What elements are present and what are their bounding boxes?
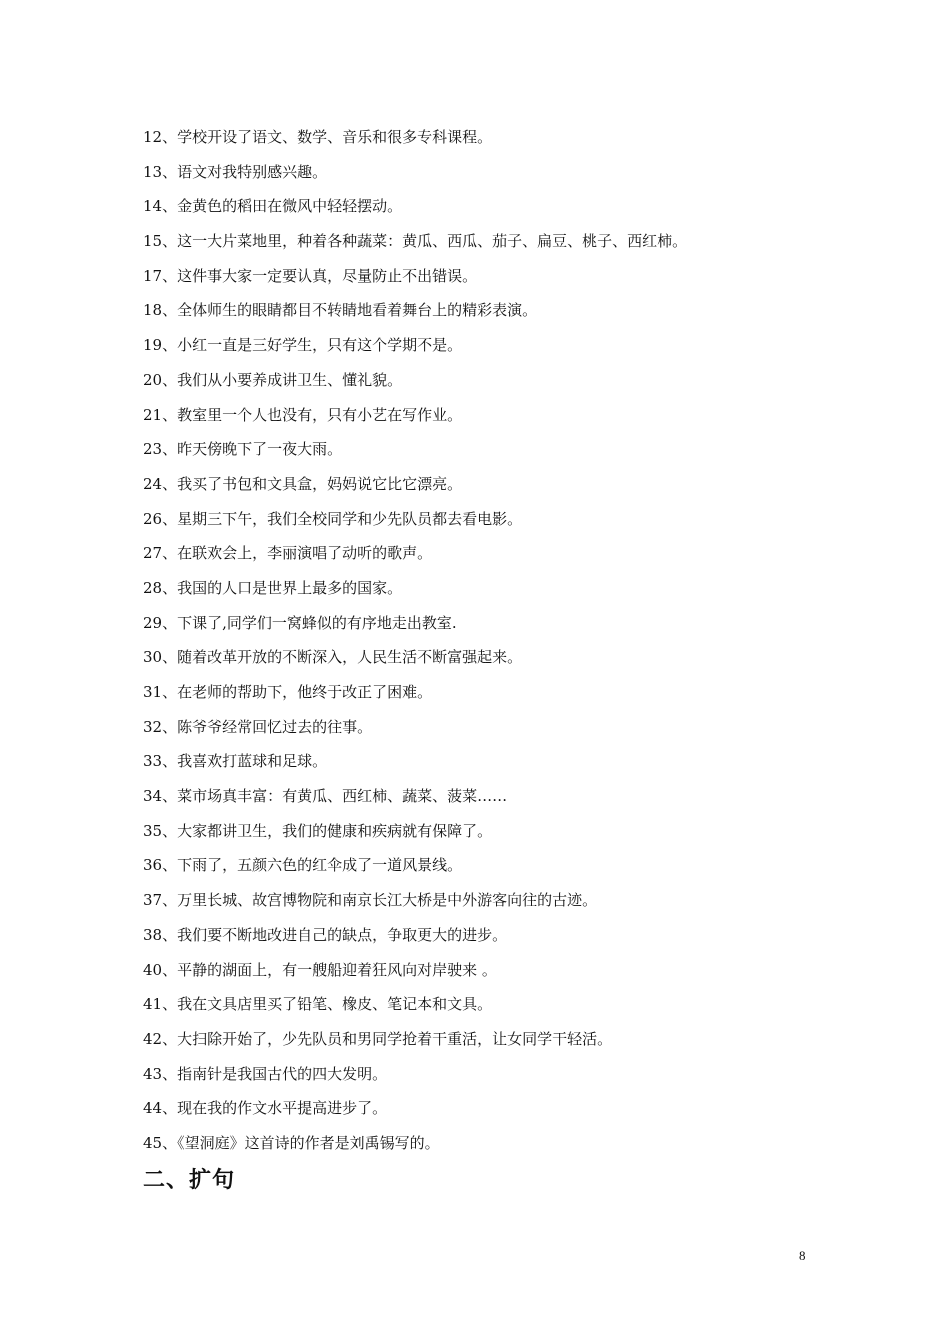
list-item: 21、教室里一个人也没有，只有小艺在写作业。 xyxy=(143,405,463,424)
list-item: 40、平静的湖面上，有一艘船迎着狂风向对岸驶来 。 xyxy=(143,960,497,979)
list-item: 27、在联欢会上，李丽演唱了动听的歌声。 xyxy=(143,544,433,563)
list-item: 44、现在我的作文水平提高进步了。 xyxy=(143,1099,388,1118)
list-item: 28、我国的人口是世界上最多的国家。 xyxy=(143,578,403,597)
list-item: 33、我喜欢打蓝球和足球。 xyxy=(143,752,328,771)
list-item: 13、语文对我特别感兴趣。 xyxy=(143,162,328,181)
sentence-list xyxy=(143,124,687,1165)
list-item: 17、这件事大家一定要认真，尽量防止不出错误。 xyxy=(143,266,478,285)
section-heading: 二、扩句 xyxy=(143,1167,236,1193)
list-item: 35、大家都讲卫生，我们的健康和疾病就有保障了。 xyxy=(143,821,493,840)
list-item: 26、星期三下午，我们全校同学和少先队员都去看电影。 xyxy=(143,509,523,528)
list-item: 29、下课了,同学们一窝蜂似的有序地走出教室. xyxy=(143,613,457,632)
list-item: 15、这一大片菜地里，种着各种蔬菜：黄瓜、西瓜、茄子、扁豆、桃子、西红柿。 xyxy=(143,232,688,251)
list-item: 38、我们要不断地改进自己的缺点，争取更大的进步。 xyxy=(143,925,508,944)
list-item: 12、学校开设了语文、数学、音乐和很多专科课程。 xyxy=(143,128,493,146)
list-item: 23、昨天傍晚下了一夜大雨。 xyxy=(143,440,343,459)
list-item: 41、我在文具店里买了铅笔、橡皮、笔记本和文具。 xyxy=(143,995,493,1014)
list-item: 19、小红一直是三好学生，只有这个学期不是。 xyxy=(143,336,463,355)
list-item: 32、陈爷爷经常回忆过去的往事。 xyxy=(143,717,373,736)
list-item: 36、下雨了，五颜六色的红伞成了一道风景线。 xyxy=(143,856,463,875)
list-item: 30、随着改革开放的不断深入，人民生活不断富强起来。 xyxy=(143,648,523,667)
list-item: 31、在老师的帮助下，他终于改正了困难。 xyxy=(143,683,433,701)
list-item: 20、我们从小要养成讲卫生、懂礼貌。 xyxy=(143,370,403,389)
list-item: 24、我买了书包和文具盒，妈妈说它比它漂亮。 xyxy=(143,474,463,493)
list-item: 43、指南针是我国古代的四大发明。 xyxy=(143,1064,388,1083)
page-number: 8 xyxy=(799,1248,806,1263)
list-item: 34、菜市场真丰富：有黄瓜、西红柿、蔬菜、菠菜…… xyxy=(143,787,508,806)
list-item: 14、金黄色的稻田在微风中轻轻摆动。 xyxy=(143,197,403,216)
list-item: 45、《望洞庭》这首诗的作者是刘禹锡写的。 xyxy=(143,1133,440,1152)
list-item: 37、万里长城、故宫博物院和南京长江大桥是中外游客向往的古迹。 xyxy=(143,891,598,910)
list-item: 18、全体师生的眼睛都目不转睛地看着舞台上的精彩表演。 xyxy=(143,301,538,320)
list-item: 42、大扫除开始了，少先队员和男同学抢着干重活，让女同学干轻活。 xyxy=(143,1029,613,1048)
